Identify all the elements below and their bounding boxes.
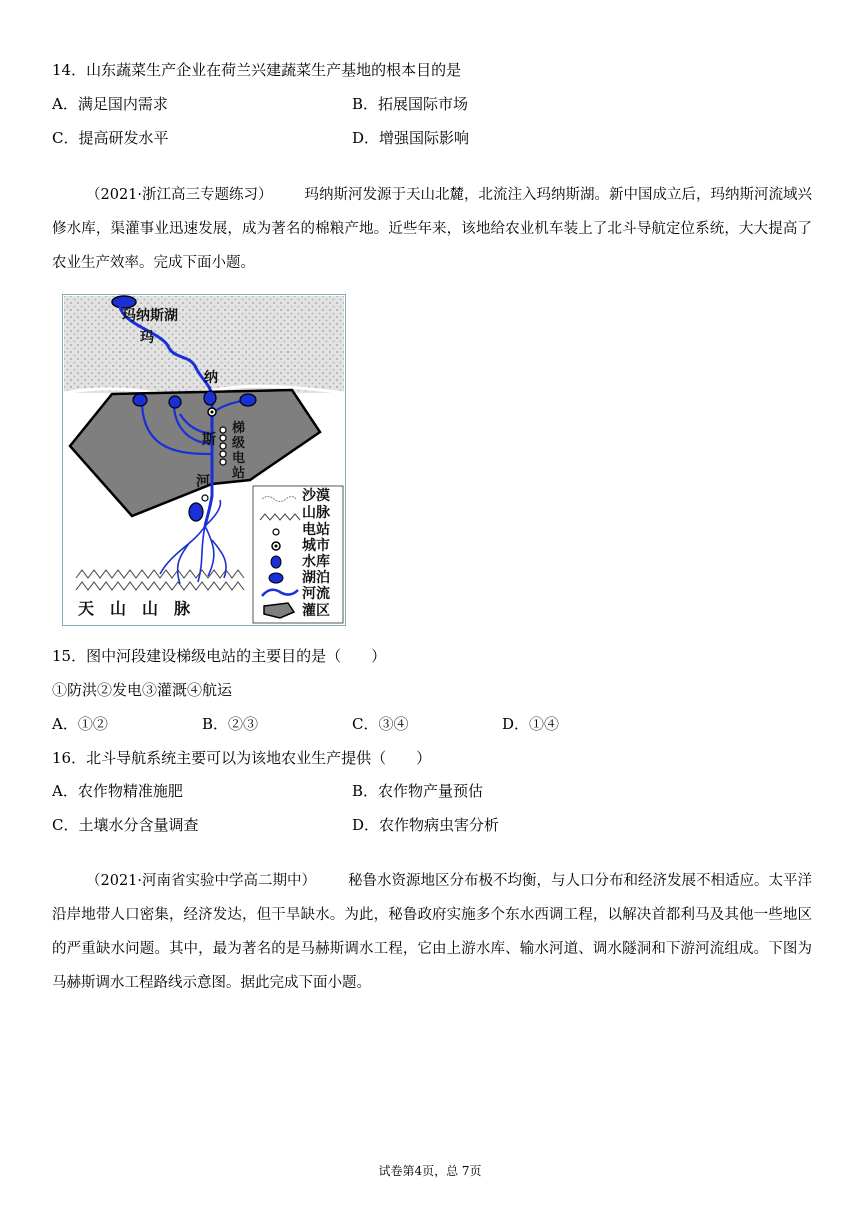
lake	[112, 296, 136, 308]
legend-label: 灌区	[302, 603, 330, 619]
passage-1-source: （2021·浙江高三专题练习）	[86, 187, 273, 203]
passage-2-source: （2021·河南省实验中学高二期中）	[86, 873, 317, 889]
legend-label: 湖泊	[302, 570, 330, 586]
river-char-2: 纳	[204, 370, 218, 386]
legend-label: 沙漠	[302, 488, 330, 504]
q15-option-d: D．①④	[502, 715, 560, 733]
q14-option-a: A．满足国内需求	[52, 95, 168, 113]
legend-reservoir-icon	[271, 556, 281, 568]
mountain-label: 天 山 山 脉	[78, 599, 191, 618]
legend-label: 电站	[302, 522, 330, 538]
manas-river-map	[62, 294, 346, 626]
q14-option-b: B．拓展国际市场	[352, 95, 469, 113]
station-label-1: 梯	[232, 421, 246, 436]
lake-label: 玛纳斯湖	[122, 308, 178, 324]
q16-option-d: D．农作物病虫害分析	[352, 816, 500, 834]
river-char-3: 斯	[202, 432, 216, 448]
q15-option-a: A．①②	[52, 715, 108, 733]
legend-station-icon	[273, 529, 279, 535]
legend-label: 山脉	[302, 505, 330, 521]
legend-label: 河流	[302, 586, 330, 602]
q14-stem: 14．山东蔬菜生产企业在荷兰兴建蔬菜生产基地的根本目的是	[52, 61, 462, 79]
legend-lake-icon	[269, 573, 283, 583]
passage-1-text: 玛纳斯河发源于天山北麓，北流注入玛纳斯湖。新中国成立后，玛纳斯河流域兴修水库，渠灌事业迅速发展，成为著名的棉粮产地。近些年来，该地给农业机车装上了北斗导航定位系统，大大提高了农业生产效率。完成下面小题。	[52, 187, 813, 271]
passage-1	[52, 178, 812, 280]
q16-option-a: A．农作物精准施肥	[52, 782, 183, 800]
station-label-3: 电	[232, 451, 246, 466]
passage-2-text: 秘鲁水资源地区分布极不均衡，与人口分布和经济发展不相适应。太平洋沿岸地带人口密集，经济发达，但干旱缺水。为此，秘鲁政府实施多个东水西调工程，以解决首都利马及其他一些地区的严重缺水问题。其中，最为著名的是马赫斯调水工程，它由上游水库、输水河道、调水隧洞和下游河流组成。下图为马赫斯调水工程路线示意图。据此完成下面小题。	[52, 873, 813, 991]
reservoir	[133, 394, 147, 406]
river-char-1: 玛	[140, 330, 154, 346]
q15-option-c: C．③④	[352, 715, 409, 733]
reservoir	[240, 394, 256, 406]
q16-option-c: C．土壤水分含量调查	[52, 816, 199, 834]
q15-choices: ①防洪②发电③灌溉④航运	[52, 681, 233, 699]
q15-option-b: B．②③	[202, 715, 259, 733]
station-label-2: 级	[232, 436, 246, 451]
q14-option-c: C．提高研发水平	[52, 129, 169, 147]
page-footer: 试卷第4页，总 7页	[378, 1164, 482, 1178]
legend-label: 水库	[302, 554, 330, 570]
passage-2	[52, 864, 812, 1000]
reservoir	[189, 503, 203, 521]
station-label-4: 站	[232, 466, 246, 481]
reservoir	[204, 391, 216, 405]
river-char-4: 河	[196, 474, 210, 490]
q15-stem: 15．图中河段建设梯级电站的主要目的是（ ）	[52, 647, 387, 665]
q14-option-d: D．增强国际影响	[352, 129, 470, 147]
reservoir	[169, 396, 181, 408]
q16-stem: 16．北斗导航系统主要可以为该地农业生产提供（ ）	[52, 749, 432, 767]
legend-label: 城市	[302, 538, 330, 554]
q16-option-b: B．农作物产量预估	[352, 782, 484, 800]
